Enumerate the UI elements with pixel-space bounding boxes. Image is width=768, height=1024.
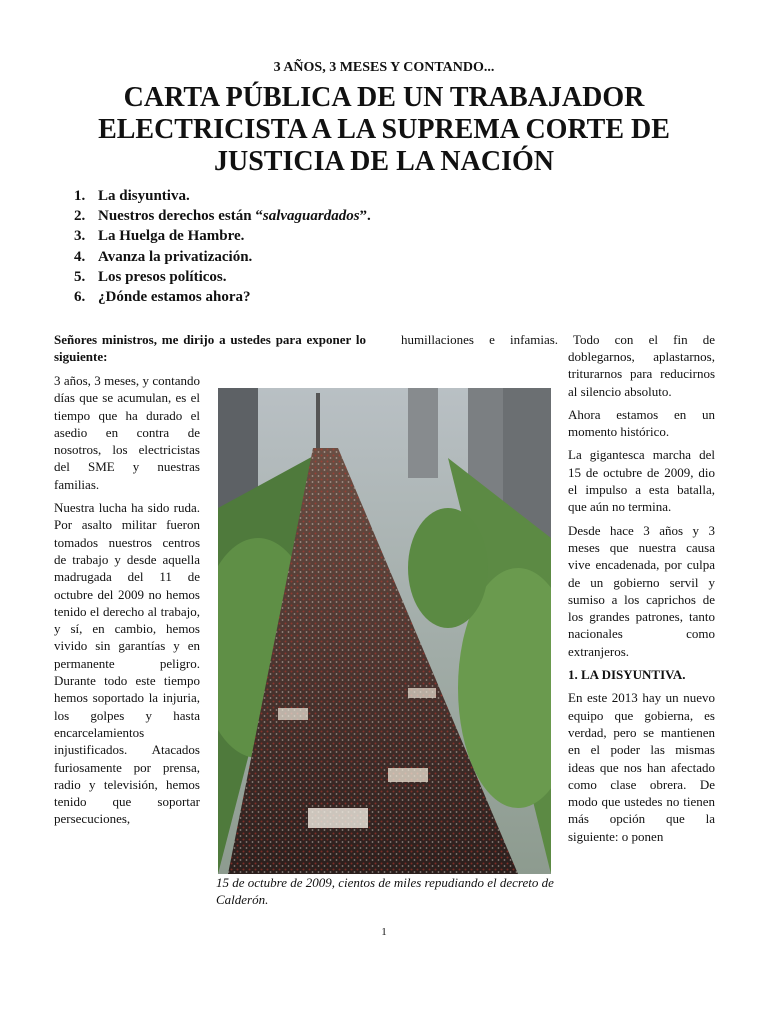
toc-item [74,186,371,206]
toc-number: 2. [74,208,86,225]
toc-text-post: ”. [359,208,371,225]
paragraph: doblegarnos, aplastarnos, triturarnos para reducirnos al silencio absoluto. [568,349,715,399]
toc-item [74,247,371,267]
march-photo-illustration [218,388,551,874]
toc-item [74,206,371,226]
toc-text-emphasis: salvaguardados [262,208,360,225]
toc-item [74,267,371,287]
toc-text: Los presos políticos. [98,268,227,285]
toc-text: Avanza la privatización. [98,248,253,265]
toc-number: 6. [74,289,86,306]
march-photo [218,388,551,874]
toc-text-pre: Nuestros derechos están “ [98,208,263,225]
paragraph: Ahora estamos en un momento histórico. [568,406,715,440]
toc-text: La disyuntiva. [98,188,190,204]
photo-caption: 15 de octubre de 2009, cientos de miles repudiando el decreto de Calderón. [216,875,554,907]
toc-text: ¿Dónde estamos ahora? [98,289,251,306]
table-of-contents [74,186,371,307]
left-column [54,372,200,834]
toc-item [74,226,371,246]
toc-number: 5. [74,268,86,285]
page-title: CARTA PÚBLICA DE UN TRABAJADOR ELECTRICISTA A LA SUPREMA CORTE DE JUSTICIA DE LA NACIÓN [98,82,670,177]
paragraph: En este 2013 hay un nuevo equipo que gobierna, es verdad, pero se mantienen en el poder las mismas ideas que nos han afectado como clase obrera. De modo que ustedes no tienen más opción que la siguiente: o ponen [568,690,715,844]
paragraph: Desde hace 3 años y 3 meses que nuestra causa vive encadenada, por culpa de un gobierno servil y sumiso a los caprichos de los grandes patrones, tanto nacionales como extranjeros. [568,522,715,659]
toc-number: 1. [74,188,86,204]
paragraph: 3 años, 3 meses, y contando días que se acumulan, es el tiempo que ha durado el asedio en contra de nosotros, los electricistas del SME y nuestras familias. [54,373,200,492]
toc-number: 4. [74,248,86,265]
page-number: 1 [381,926,387,938]
section-heading: 1. LA DISYUNTIVA. [568,667,686,683]
paragraph: Nuestra lucha ha sido ruda. Por asalto militar fueron tomados nuestros centros de trabajo y desde aquella madrugada del 11 de octubre del 2009 no hemos tenido el derecho al trabajo, y sí, en cambio, hemos vivido sin garantías y en permanente peligro. Durante todo este tiempo hemos soportado la injuria, los golpes y hasta encarcelamientos injustificados. Atacados furiosamente por prensa, radio y televisión, hemos tenido que soportar persecuciones, [54,500,200,827]
paragraph: La gigantesca marcha del 15 de octubre de 2009, dio el impulso a esta batalla, que aún no termina. [568,447,715,515]
salutation: Señores ministros, me dirijo a ustedes para exponer lo siguiente: [54,332,366,365]
toc-text: La Huelga de Hambre. [98,228,245,245]
right-column [568,348,715,851]
middle-column-text: humillaciones e infamias. Todo con el fin de [401,332,715,347]
kicker: 3 AÑOS, 3 MESES Y CONTANDO... [273,60,495,75]
toc-item [74,287,371,307]
toc-number: 3. [74,228,86,245]
